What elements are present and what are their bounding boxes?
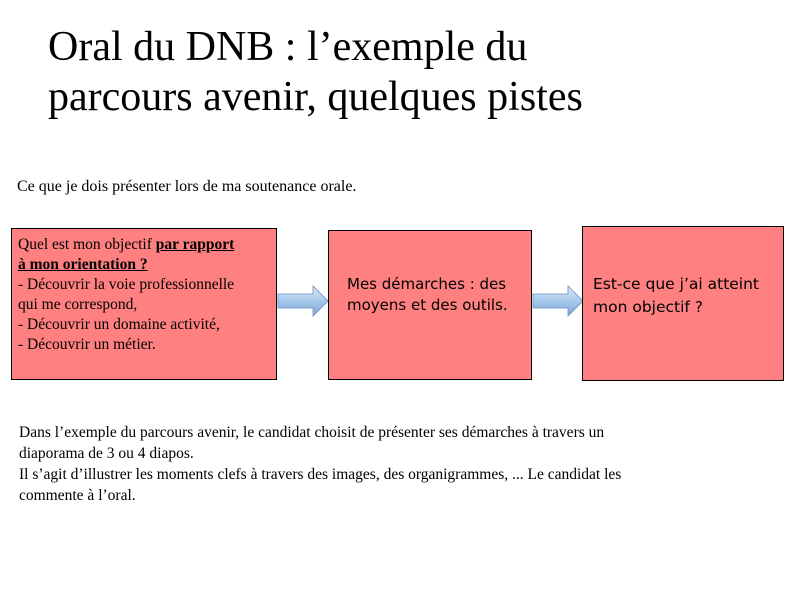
- objective-line-1-underlined: par rapport: [155, 236, 235, 253]
- result-line-2: mon objectif ?: [593, 298, 704, 316]
- right-arrow-icon: [532, 284, 584, 318]
- objective-line-6: - Découvrir un métier.: [18, 336, 156, 353]
- body-paragraph: [19, 422, 739, 506]
- objective-line-2: à mon orientation ?: [18, 256, 148, 273]
- right-arrow-icon: [277, 284, 329, 318]
- objective-line-5: - Découvrir un domaine activité,: [18, 316, 220, 333]
- slide-subtitle: Ce que je dois présenter lors de ma soutenance orale.: [17, 178, 357, 195]
- body-line-2: diaporama de 3 ou 4 diapos.: [19, 445, 194, 462]
- steps-line-1: Mes démarches : des: [347, 275, 507, 293]
- slide-title: [48, 22, 768, 122]
- slide-title-line-1: Oral du DNB : l’exemple du: [48, 24, 528, 70]
- result-box: [582, 226, 784, 381]
- objective-box: [11, 228, 277, 380]
- steps-box: [328, 230, 532, 380]
- objective-line-3: - Découvrir la voie professionnelle: [18, 276, 235, 293]
- body-line-1: Dans l’exemple du parcours avenir, le candidat choisit de présenter ses démarches à travers un: [19, 424, 605, 441]
- result-line-1: Est-ce que j’ai atteint: [593, 275, 760, 293]
- slide-title-line-2: parcours avenir, quelques pistes: [48, 74, 583, 120]
- objective-line-1: [18, 235, 270, 255]
- body-line-4: commente à l’oral.: [19, 487, 136, 504]
- steps-line-2: moyens et des outils.: [347, 296, 508, 314]
- objective-line-4: qui me correspond,: [18, 296, 138, 313]
- body-line-3: Il s’agit d’illustrer les moments clefs à travers des images, des organigrammes, ... Le candidat les: [19, 466, 622, 483]
- objective-line-1-plain: Quel est mon objectif: [18, 236, 156, 253]
